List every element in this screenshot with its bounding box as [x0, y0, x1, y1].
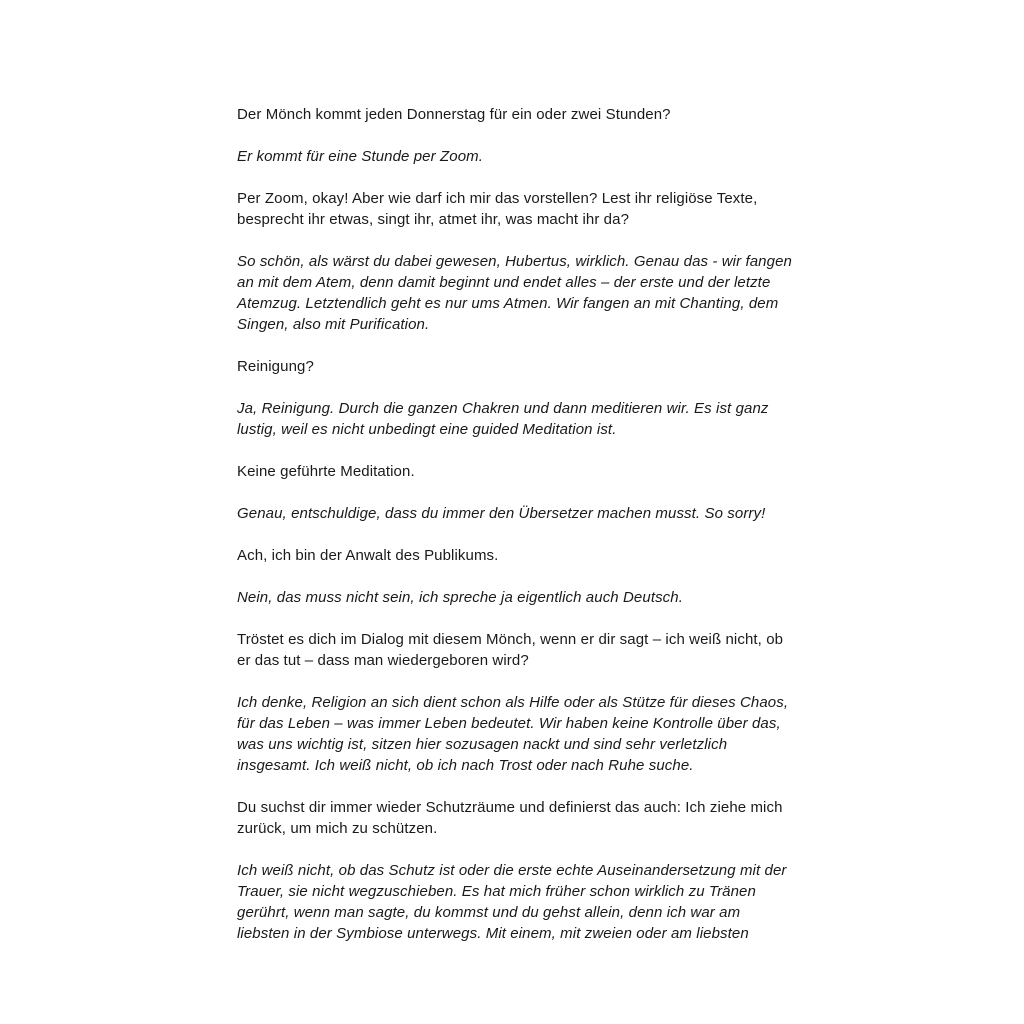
transcript-content — [237, 104, 793, 965]
transcript-paragraph: Reinigung? — [237, 358, 314, 375]
transcript-paragraph: Per Zoom, okay! Aber wie darf ich mir das vorstellen? Lest ihr religiöse Texte, besprecht ihr etwas, singt ihr, atmet ihr, was macht ihr da? — [237, 190, 758, 228]
transcript-paragraph: Keine geführte Meditation. — [237, 463, 415, 480]
transcript-paragraph: Er kommt für eine Stunde per Zoom. — [237, 148, 483, 165]
transcript-paragraph: Der Mönch kommt jeden Donnerstag für ein oder zwei Stunden? — [237, 106, 671, 123]
transcript-paragraph: Du suchst dir immer wieder Schutzräume und definierst das auch: Ich ziehe mich zurück, um mich zu schützen. — [237, 799, 783, 837]
transcript-paragraph: Ich denke, Religion an sich dient schon als Hilfe oder als Stütze für dieses Chaos, für das Leben – was immer Leben bedeutet. Wir haben keine Kontrolle über das, was uns wichtig ist, sitzen hier sozusagen nackt und sind sehr verletzlich insgesamt. Ich weiß nicht, ob ich nach Trost oder nach Ruhe suche. — [237, 694, 789, 774]
transcript-paragraph: Nein, das muss nicht sein, ich spreche ja eigentlich auch Deutsch. — [237, 589, 683, 606]
transcript-paragraph: So schön, als wärst du dabei gewesen, Hubertus, wirklich. Genau das - wir fangen an mit dem Atem, denn damit beginnt und endet alles – der erste und der letzte Atemzug. Letztendlich geht es nur ums Atmen. Wir fangen an mit Chanting, dem Singen, also mit Purification. — [237, 253, 792, 333]
transcript-paragraph: Ich weiß nicht, ob das Schutz ist oder die erste echte Auseinandersetzung mit der Trauer, sie nicht wegzuschieben. Es hat mich früher schon wirklich zu Tränen gerührt, wenn man sagte, du kommst und du gehst allein, denn ich war am liebsten in der Symbiose unterwegs. Mit einem, mit zweien oder am liebsten — [237, 862, 787, 942]
transcript-paragraph: Ach, ich bin der Anwalt des Publikums. — [237, 547, 499, 564]
transcript-paragraph: Genau, entschuldige, dass du immer den Übersetzer machen musst. So sorry! — [237, 505, 766, 522]
transcript-paragraph: Ja, Reinigung. Durch die ganzen Chakren und dann meditieren wir. Es ist ganz lustig, weil es nicht unbedingt eine guided Meditation ist. — [237, 400, 769, 438]
transcript-paragraph: Tröstet es dich im Dialog mit diesem Mönch, wenn er dir sagt – ich weiß nicht, ob er das tut – dass man wiedergeboren wird? — [237, 631, 784, 669]
